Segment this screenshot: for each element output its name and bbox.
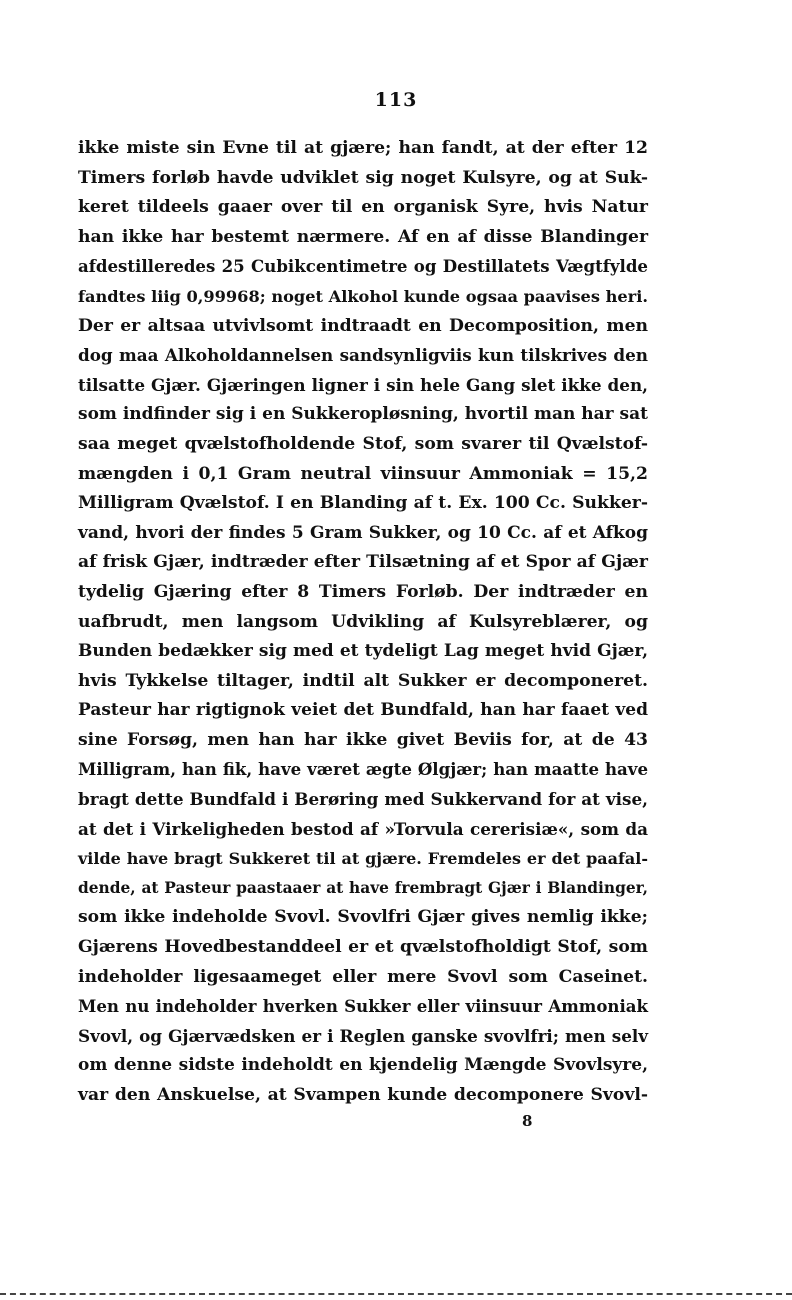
text-line: Timers forløb havde udviklet sig noget Kulsyre, og at Suk- [78, 167, 648, 188]
text-line: Pasteur har rigtignok veiet det Bundfald, han har faaet ved [78, 700, 648, 721]
text-line: Men nu indeholder hverken Sukker eller viinsuur Ammoniak [78, 996, 648, 1017]
text-line: han ikke har bestemt nærmere. Af en af disse Blandinger [78, 226, 648, 247]
text-line: uafbrudt, men langsom Udvikling af Kulsyreblærer, og [78, 611, 648, 632]
text-line: indeholder ligesaameget eller mere Svovl som Caseinet. [78, 966, 648, 987]
page-number: 113 [374, 89, 418, 111]
text-line: tydelig Gjæring efter 8 Timers Forløb. Der indtræder en [78, 581, 648, 602]
text-line: keret tildeels gaaer over til en organisk Syre, hvis Natur [78, 197, 648, 218]
text-line: Der er altsaa utvivlsomt indtraadt en Decomposition, men [78, 315, 648, 336]
text-line: fandtes liig 0,99968; noget Alkohol kunde ogsaa paavises heri. [78, 286, 648, 306]
text-line: Bunden bedækker sig med et tydeligt Lag meget hvid Gjær, [78, 641, 648, 662]
text-line: som indfinder sig i en Sukkeropløsning, hvortil man har sat [78, 404, 648, 425]
text-line: bragt dette Bundfald i Berøring med Sukkervand for at vise, [78, 789, 648, 810]
text-line: dende, at Pasteur paastaaer at have frembragt Gjær i Blandinger, [78, 878, 648, 897]
text-line: om denne sidste indeholdt en kjendelig Mængde Svovlsyre, [78, 1055, 648, 1076]
text-line: sine Forsøg, men han har ikke givet Beviis for, at de 43 [78, 729, 648, 750]
text-line: mængden i 0,1 Gram neutral viinsuur Ammoniak = 15,2 [78, 463, 648, 484]
body-text [78, 134, 648, 1111]
text-line: at det i Virkeligheden bestod af »Torvula cererisiæ«, som da [78, 818, 648, 839]
text-line: vilde have bragt Sukkeret til at gjære. Fremdeles er det paafal- [78, 849, 648, 869]
text-line: Gjærens Hovedbestanddeel er et qvælstofholdigt Stof, som [78, 937, 648, 958]
text-line: som ikke indeholde Svovl. Svovlfri Gjær gives nemlig ikke; [78, 907, 648, 928]
bottom-rule [0, 1293, 792, 1295]
text-line: saa meget qvælstofholdende Stof, som svarer til Qvælstof- [78, 433, 648, 454]
text-line: Svovl, og Gjærvædsken er i Reglen ganske svovlfri; men selv [78, 1025, 648, 1046]
text-line: Milligram, han fik, have været ægte Ølgjær; han maatte have [78, 759, 648, 780]
text-line: hvis Tykkelse tiltager, indtil alt Sukker er decomponeret. [78, 670, 648, 691]
text-line: ikke miste sin Evne til at gjære; han fandt, at der efter 12 [78, 138, 648, 158]
signature-mark: 8 [522, 1112, 533, 1130]
text-line: dog maa Alkoholdannelsen sandsynligviis kun tilskrives den [78, 345, 648, 366]
text-line: vand, hvori der findes 5 Gram Sukker, og 10 Cc. af et Afkog [78, 522, 648, 543]
text-line: af frisk Gjær, indtræder efter Tilsætning af et Spor af Gjær [78, 552, 648, 573]
text-line: var den Anskuelse, at Svampen kunde decomponere Svovl- [78, 1085, 648, 1105]
text-line: afdestilleredes 25 Cubikcentimetre og Destillatets Vægtfylde [78, 256, 648, 277]
text-line: tilsatte Gjær. Gjæringen ligner i sin hele Gang slet ikke den, [78, 374, 648, 395]
text-line: Milligram Qvælstof. I en Blanding af t. Ex. 100 Cc. Sukker- [78, 493, 648, 514]
